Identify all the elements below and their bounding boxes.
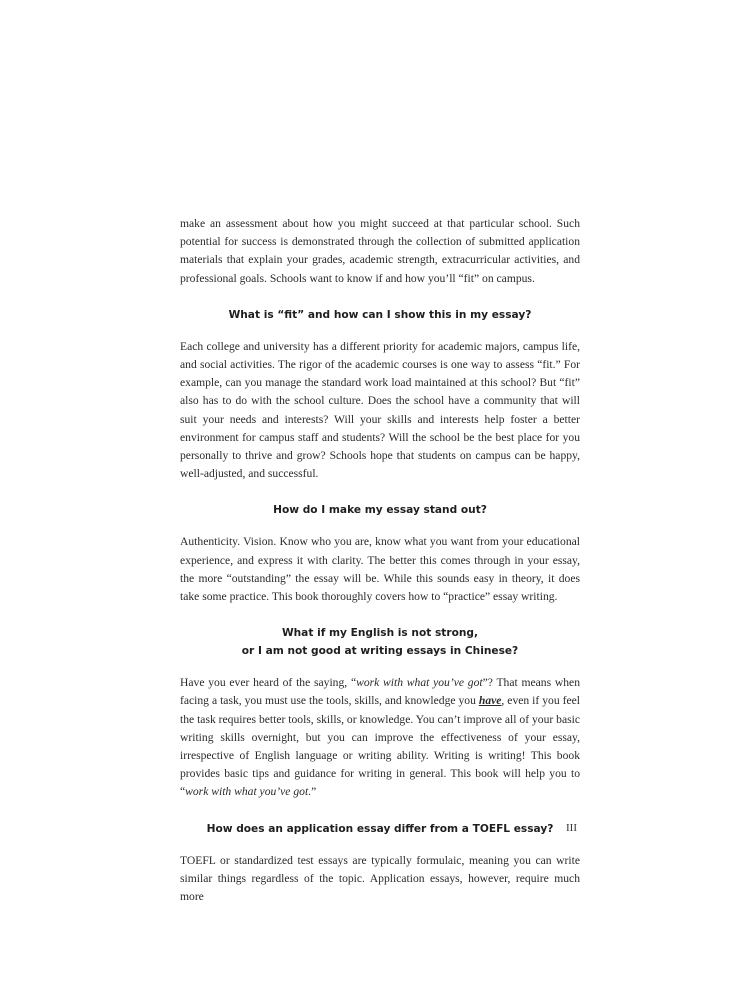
paragraph-standout: Authenticity. Vision. Know who you are, know what you want from your educational experience, and express it with clarity. The better this comes through in your essay, the more “outstanding” the essay will be. While this sounds easy in theory, it does take some practice. This book thoroughly covers how to “practice” essay writing. — [180, 535, 580, 604]
page-number: III — [566, 822, 577, 834]
heading-toefl: How does an application essay differ from a TOEFL essay? — [206, 822, 554, 835]
english-quote-2: work with what you’ve got — [185, 785, 309, 799]
heading-english-line-2: or I am not good at writing essays in Chinese? — [241, 645, 519, 658]
paragraph-english — [180, 674, 580, 801]
heading-english-line-1: What if my English is not strong, — [281, 627, 479, 640]
english-emphasis-have: have — [478, 694, 502, 708]
paragraph-fit: Each college and university has a different priority for academic majors, campus life, and social activities. The rigor of the academic courses is one way to assess “fit.” For example, can you manage the standard work load maintained at this school? But “fit” also has to do with the school culture. Does the school have a community that will suit your needs and interests? Will your skills and interests help foster a better environment for campus staff and students? Will the school be the best place for you personally to thrive and grow? Schools hope that students on campus can be happy, well-adjusted, and successful. — [180, 339, 580, 481]
english-quote-1: work with what you’ve got — [356, 676, 483, 690]
page-content — [180, 215, 580, 906]
english-text-c: ”? That means when facing a task, you must use the tools, skills, and knowledge you — [180, 676, 580, 708]
english-text-g: .” — [308, 785, 317, 799]
paragraph-intro: make an assessment about how you might succeed at that particular school. Such potential for success is demonstrated through the collection of submitted application materials that explain your grades, academic strength, extracurricular activities, and professional goals. Schools want to know if and how you’ll “fit” on campus. — [180, 217, 580, 285]
heading-english — [180, 624, 580, 660]
heading-fit: What is “fit” and how can I show this in my essay? — [228, 308, 532, 321]
paragraph-toefl: TOEFL or standardized test essays are typically formulaic, meaning you can write similar things regardless of the topic. Application essays, however, require much more — [180, 853, 580, 904]
english-text-e: , even if you feel the task requires better tools, skills, or knowledge. You can’t improve all of your basic writing skills overnight, but you can improve the effectiveness of your essay, irrespective of English language or writing ability. Writing is writing! This book provides basic tips and guidance for writing in general. This book will help you to “ — [180, 694, 580, 799]
english-text-a: Have you ever heard of the saying, “ — [180, 676, 357, 690]
heading-standout: How do I make my essay stand out? — [273, 504, 487, 517]
